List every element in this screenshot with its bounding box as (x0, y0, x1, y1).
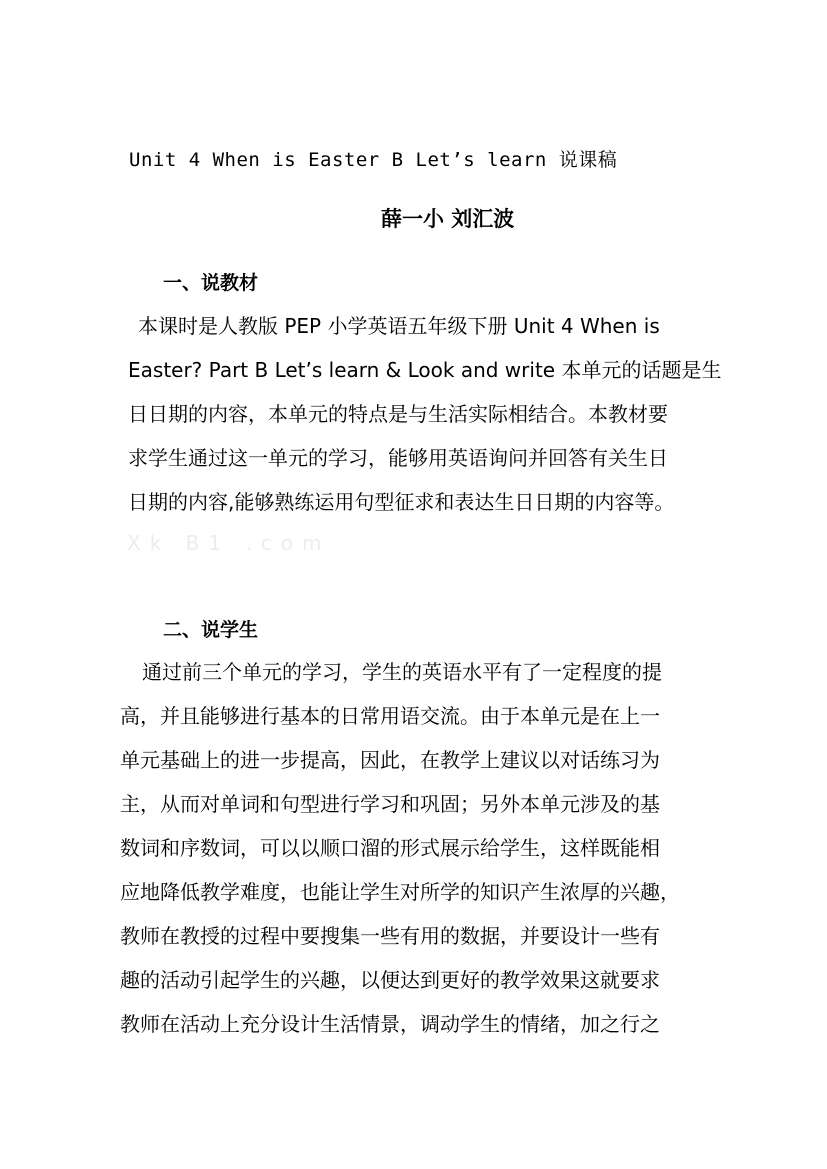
paragraph-line: 日期的内容,能够熟练运用句型征求和表达生日日期的内容等。 (128, 490, 675, 514)
paragraph-line: Easter? Part B Let’s learn & Look and write 本单元的话题是生 (128, 358, 722, 382)
paragraph-line: 本课时是人教版 PEP 小学英语五年级下册 Unit 4 When is (138, 314, 660, 338)
paragraph-line: 教师在活动上充分设计生活情景，调动学生的情绪，加之行之 (120, 1012, 660, 1036)
section-heading-textbook: 一、说教材 (163, 272, 259, 294)
paragraph-students (120, 650, 680, 1046)
section-heading-students: 二、说学生 (163, 619, 259, 641)
paragraph-line: 主，从而对单词和句型进行学习和巩固；另外本单元涉及的基 (120, 792, 660, 816)
paragraph-line: 高，并且能够进行基本的日常用语交流。由于本单元是在上一 (120, 704, 660, 728)
paragraph-line: 单元基础上的进一步提高，因此，在教学上建议以对话练习为 (120, 748, 660, 772)
paragraph-line: 日日期的内容，本单元的特点是与生活实际相结合。本教材要 (128, 402, 668, 426)
paragraph-line: 求学生通过这一单元的学习，能够用英语询问并回答有关生日 (128, 446, 668, 470)
watermark: Xk B1 .com (127, 531, 331, 555)
paragraph-line: 教师在教授的过程中要搜集一些有用的数据，并要设计一些有 (120, 924, 660, 948)
paragraph-line: 应地降低教学难度，也能让学生对所学的知识产生浓厚的兴趣， (120, 880, 680, 904)
paragraph-line: 数词和序数词，可以以顺口溜的形式展示给学生，这样既能相 (120, 836, 660, 860)
paragraph-line: 通过前三个单元的学习，学生的英语水平有了一定程度的提 (142, 660, 662, 684)
paragraph-line: 趣的活动引起学生的兴趣，以便达到更好的教学效果这就要求 (120, 968, 660, 992)
author-line: 薛一小 刘汇波 (381, 207, 515, 231)
document-title: Unit 4 When is Easter B Let’s learn 说课稿 (129, 149, 618, 171)
paragraph-textbook (128, 304, 721, 524)
